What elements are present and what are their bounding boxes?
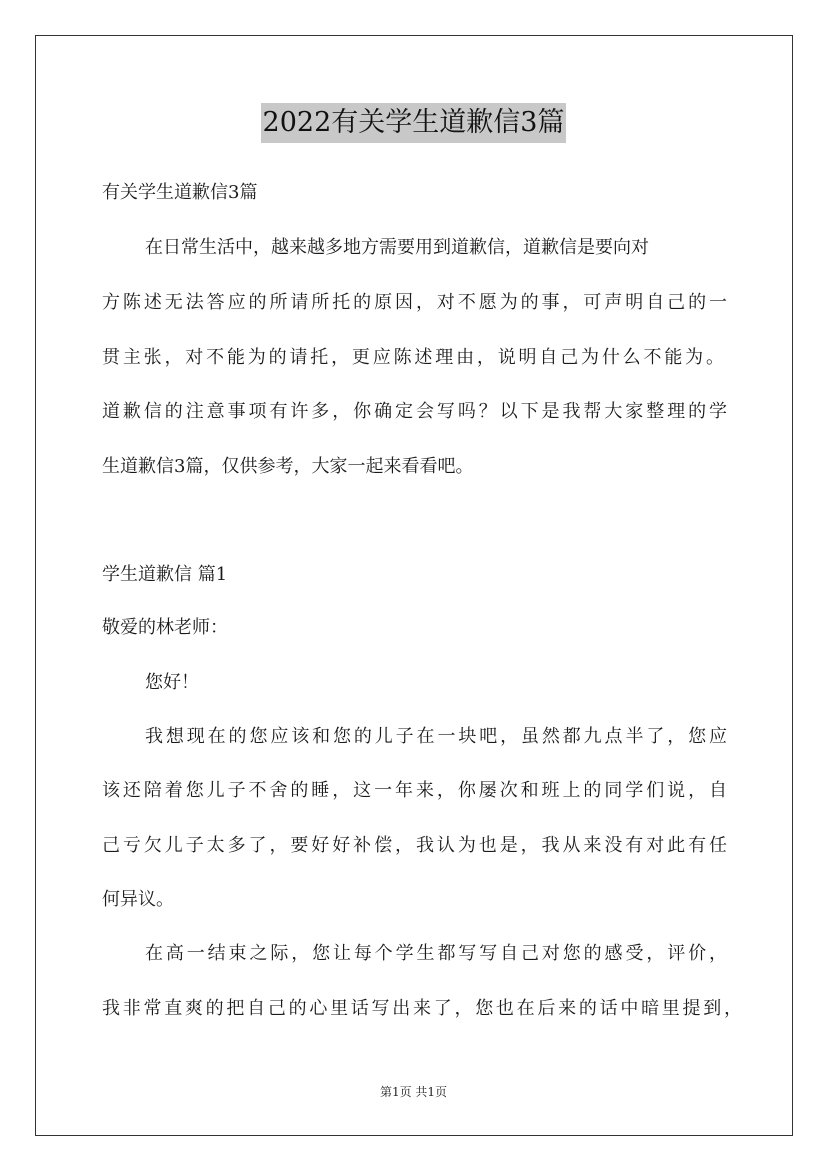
intro-line-4: 道歉信的注意事项有许多，你确定会写吗？以下是我帮大家整理的学 — [102, 401, 727, 422]
para1-line-2: 该还陪着您儿子不舍的睡，这一年来，你屡次和班上的同学们说，自 — [102, 780, 727, 801]
intro-line-3: 贯主张，对不能为的请托，更应陈述理由，说明自己为什么不能为。 — [102, 347, 724, 368]
page-number-footer: 第1页 共1页 — [379, 1085, 448, 1099]
para1-line-1: 我想现在的您应该和您的儿子在一块吧，虽然都九点半了，您应 — [145, 726, 727, 747]
document-title: 2022有关学生道歉信3篇 — [261, 103, 567, 143]
section-heading: 学生道歉信 篇1 — [102, 564, 228, 585]
para2-line-1: 在高一结束之际，您让每个学生都写写自己对您的感受，评价， — [145, 943, 727, 964]
title-container — [0, 103, 827, 143]
greeting: 您好！ — [145, 672, 199, 693]
intro-line-2: 方陈述无法答应的所请所托的原因，对不愿为的事，可声明自己的一 — [102, 292, 727, 313]
para1-line-4: 何异议。 — [102, 889, 174, 910]
subtitle: 有关学生道歉信3篇 — [102, 182, 258, 203]
intro-line-1: 在日常生活中，越来越多地方需要用到道歉信，道歉信是要向对 — [145, 237, 649, 258]
para1-line-3: 己亏欠儿子太多了，要好好补偿，我认为也是，我从来没有对此有任 — [102, 835, 727, 856]
para2-line-2: 我非常直爽的把自己的心里话写出来了，您也在后来的话中暗里提到， — [102, 998, 742, 1019]
intro-line-5: 生道歉信3篇，仅供参考，大家一起来看看吧。 — [102, 456, 474, 477]
salutation: 敬爱的林老师： — [102, 617, 228, 638]
